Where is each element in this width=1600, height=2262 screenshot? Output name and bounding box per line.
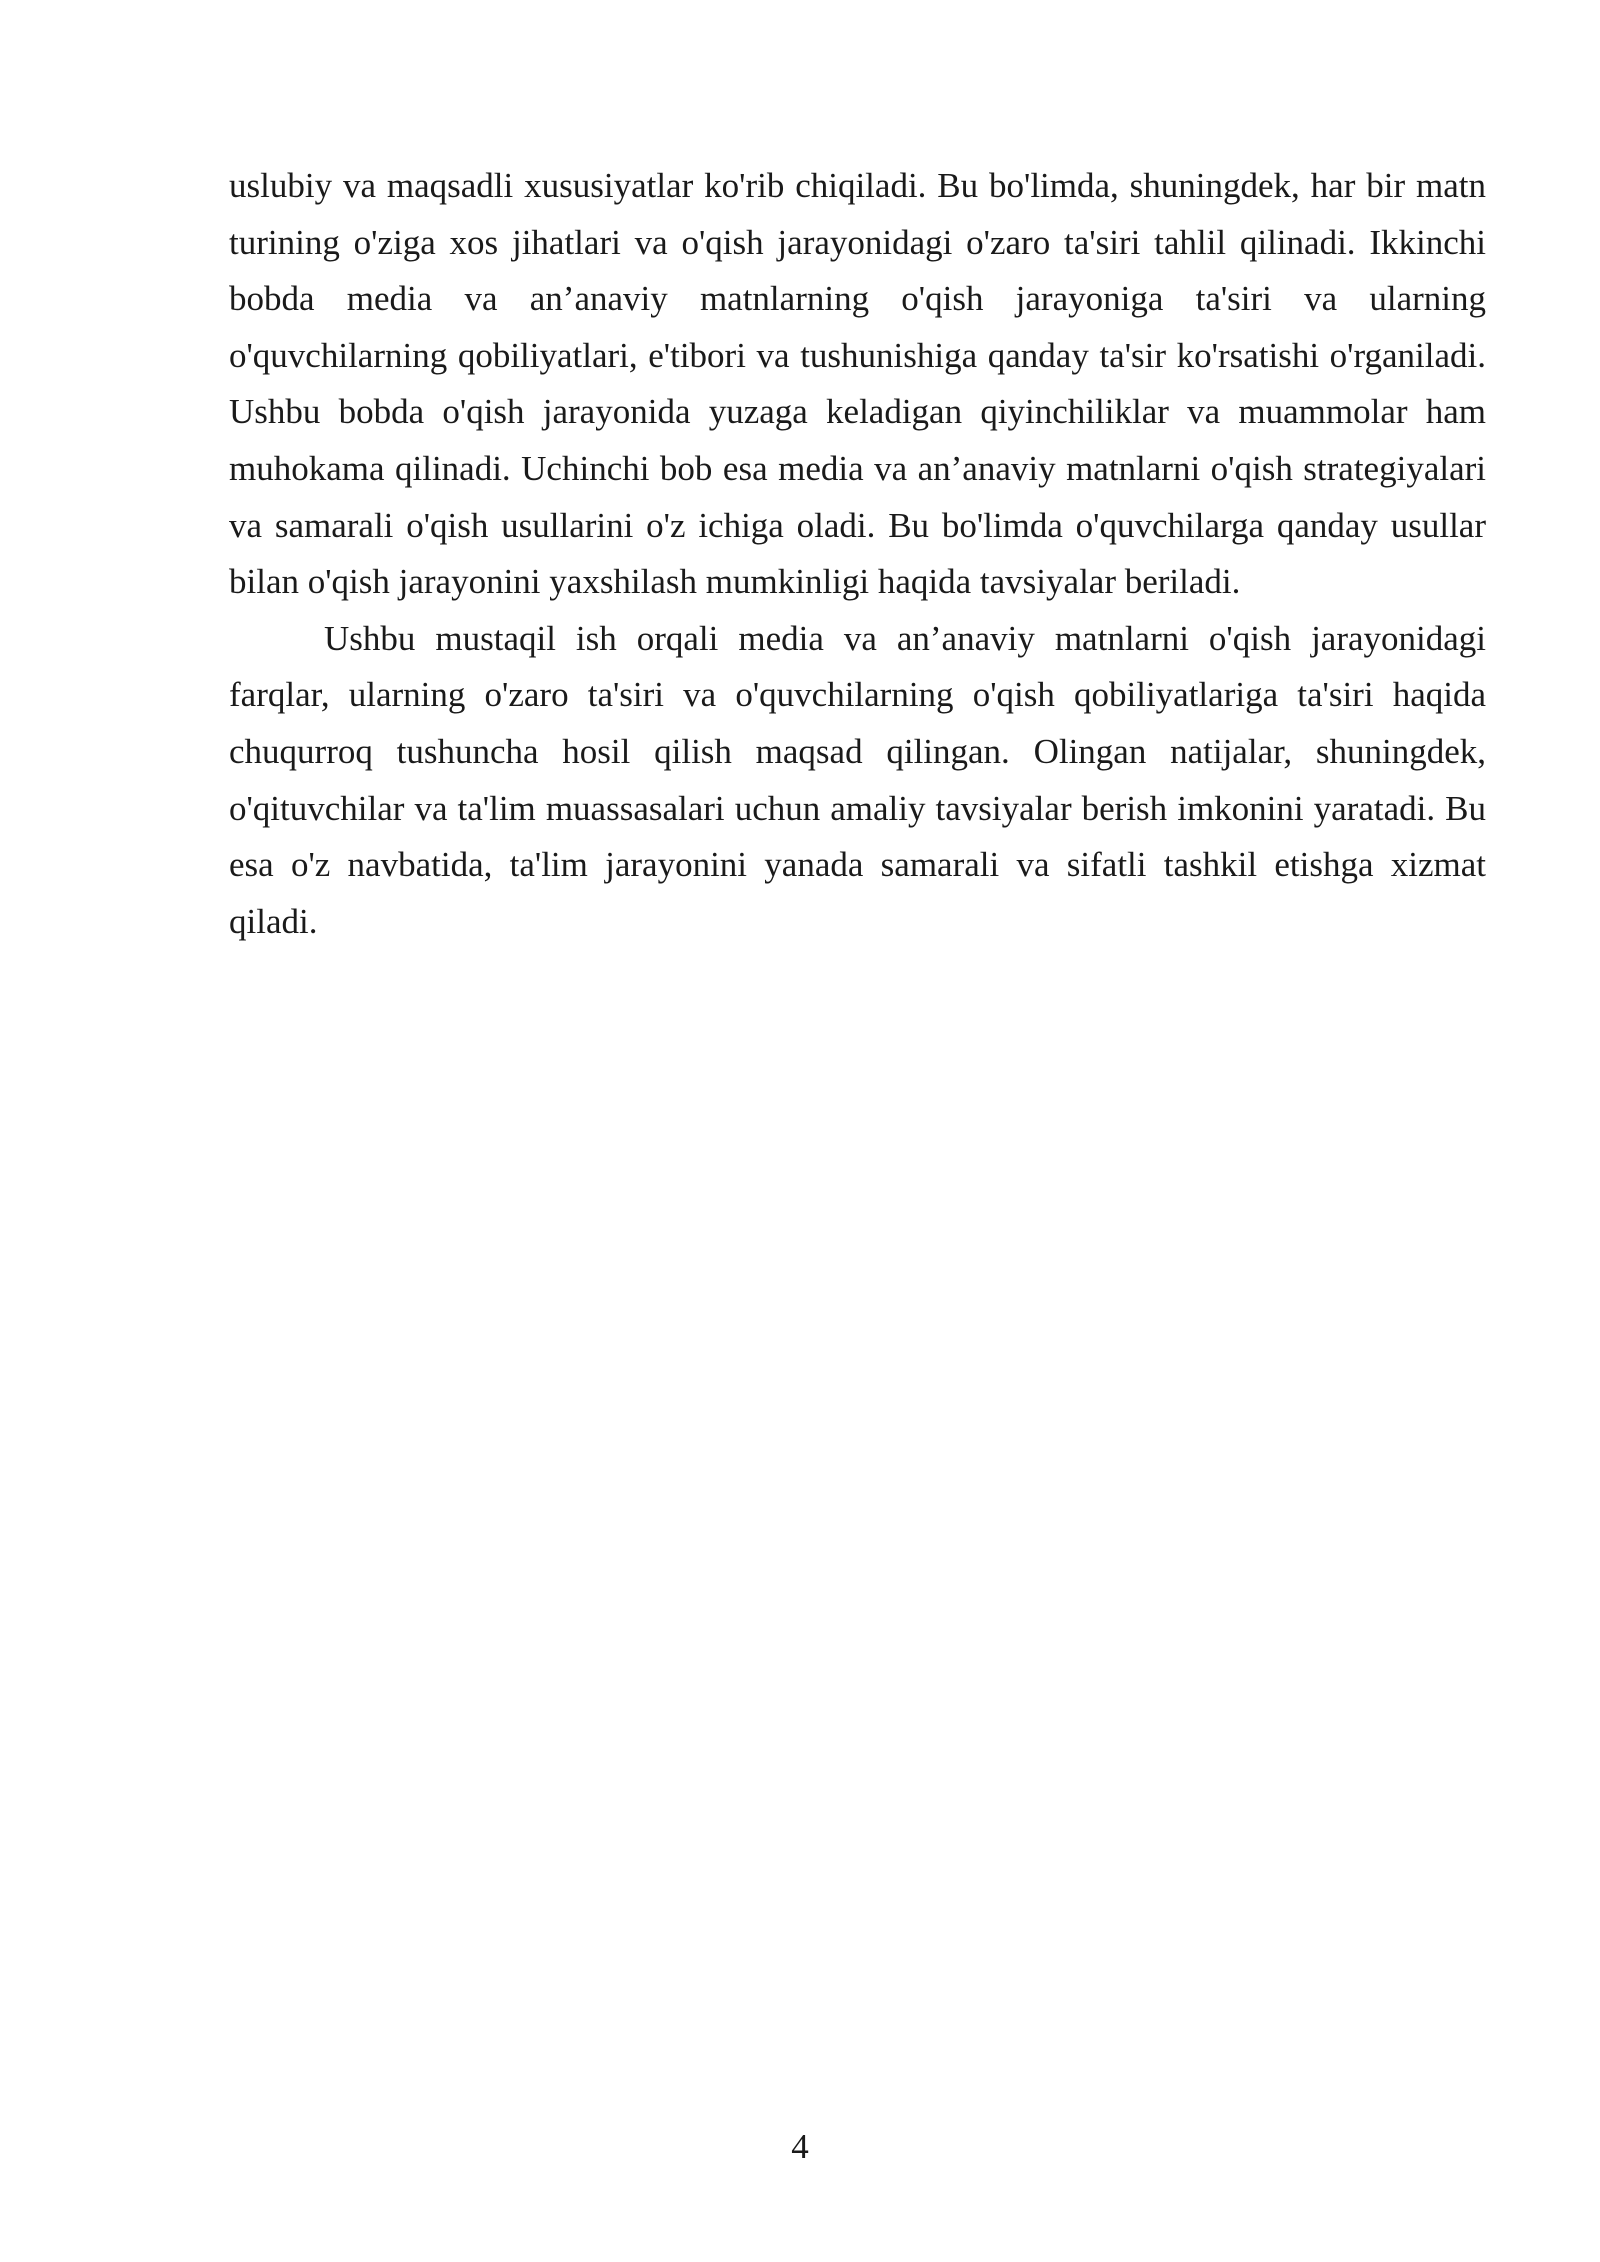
body-text (229, 158, 1486, 950)
paragraph-continuation: uslubiy va maqsadli xususiyatlar ko'rib chiqiladi. Bu bo'limda, shuningdek, har bir matn turining o'ziga xos jihatlari va o'qish jarayonidagi o'zaro ta'siri tahlil qilinadi. Ikkinchi bobda media va an’anaviy matnlarning o'qish jarayoniga ta'siri va ularning o'quvchilarning qobiliyatlari, e'tibori va tushunishiga qanday ta'sir ko'rsatishi o'rganiladi. Ushbu bobda o'qish jarayonida yuzaga keladigan qiyinchiliklar va muammolar ham muhokama qilinadi. Uchinchi bob esa media va an’anaviy matnlarni o'qish strategiyalari va samarali o'qish usullarini o'z ichiga oladi. Bu bo'limda o'quvchilarga qanday usullar bilan o'qish jarayonini yaxshilash mumkinligi haqida tavsiyalar beriladi. (229, 166, 1486, 602)
page-number: 4 (791, 2127, 809, 2166)
paragraph-conclusion: Ushbu mustaqil ish orqali media va an’anaviy matnlarni o'qish jarayonidagi farqlar, ularning o'zaro ta'siri va o'quvchilarning o'qish qobiliyatlariga ta'siri haqida chuqurroq tushuncha hosil qilish maqsad qilingan. Olingan natijalar, shuningdek, o'qituvchilar va ta'lim muassasalari uchun amaliy tavsiyalar berish imkonini yaratadi. Bu esa o'z navbatida, ta'lim jarayonini yanada samarali va sifatli tashkil etishga xizmat qiladi. (229, 618, 1486, 941)
